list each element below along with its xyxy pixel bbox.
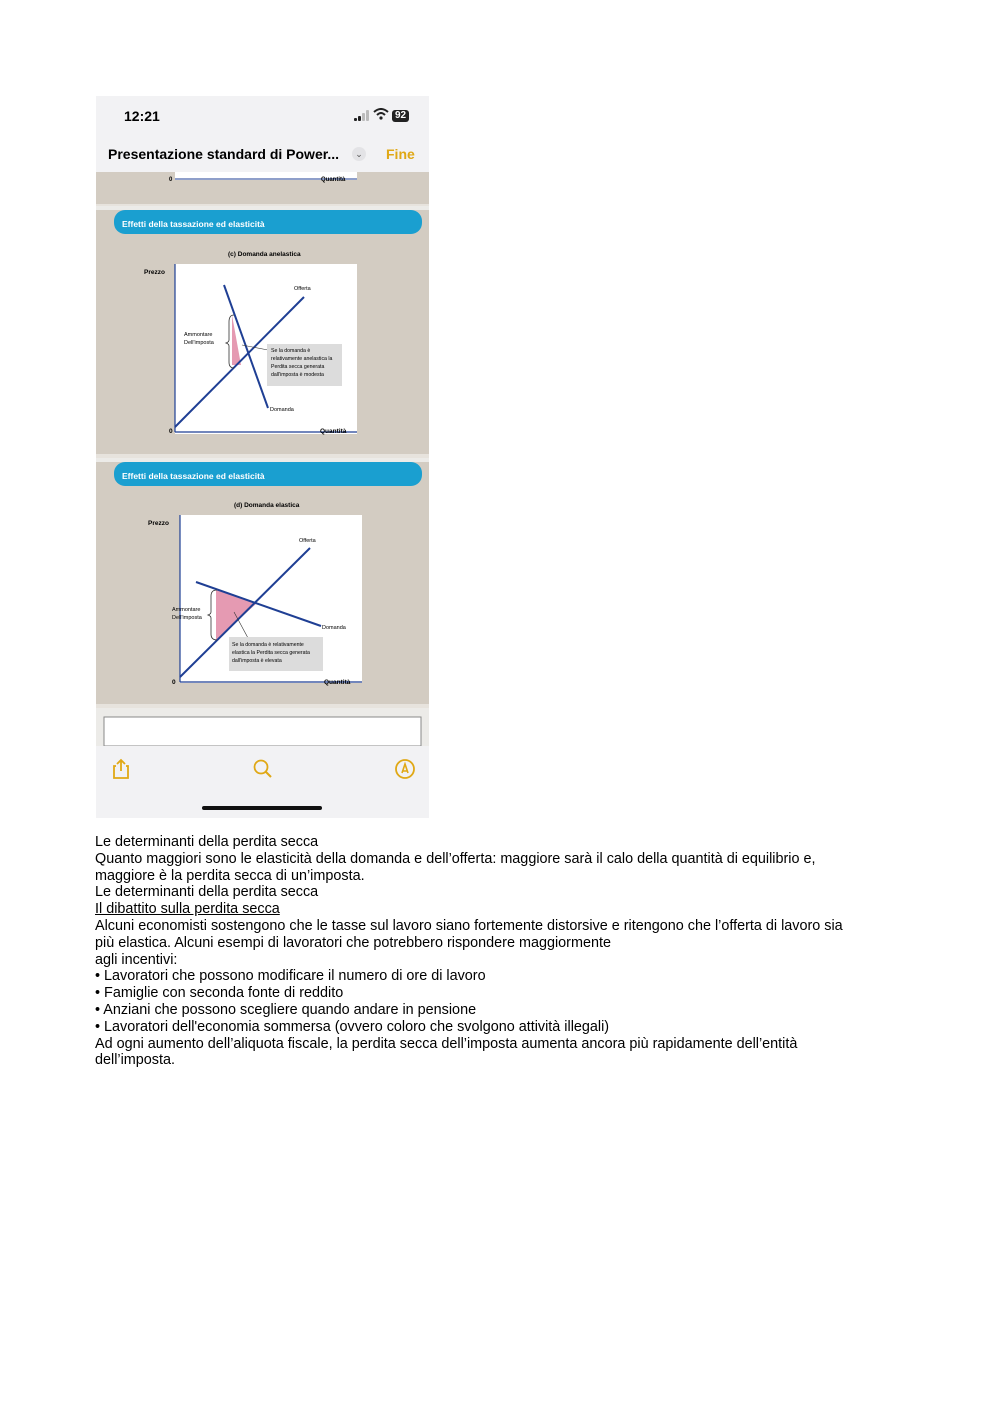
slide-c-title: (c) Domanda anelastica [228, 251, 301, 258]
slide-c-y-label: Prezzo [144, 269, 165, 276]
bullet-item: • Famiglie con seconda fonte di reddito [95, 985, 344, 1002]
slide-d-banner-text: Effetti della tassazione ed elasticità [122, 471, 265, 481]
bullet-item: • Lavoratori che possono modificare il numero di ore di lavoro [95, 968, 486, 985]
slide-c-note-1: Se la domanda è [271, 348, 311, 354]
slide-c-note-4: dall'imposta è modesta [271, 372, 324, 378]
slide-d-title: (d) Domanda elastica [234, 502, 300, 509]
slide-c-note-2: relativamente anelastica la [271, 356, 333, 362]
slide-c-banner-text: Effetti della tassazione ed elasticità [122, 219, 265, 229]
battery-indicator: 92 [392, 110, 409, 122]
slide-d-note-3: dall'imposta è elevata [232, 658, 282, 664]
home-indicator [202, 806, 322, 810]
origin-label: 0 [169, 177, 173, 183]
slide-d-y-label: Prezzo [148, 520, 169, 527]
x-axis-label: Quantità [321, 177, 346, 183]
search-icon[interactable] [250, 756, 276, 782]
bottom-toolbar [96, 746, 429, 818]
bullet-item: • Lavoratori dell'economia sommersa (ovvero coloro che svolgono attività illegali) [95, 1018, 610, 1035]
paragraph-line: Ad ogni aumento dell’aliquota fiscale, la perdita secca dell’imposta aumenta ancora più rapidamente dell’entità [95, 1035, 798, 1052]
status-time: 12:21 [124, 108, 160, 124]
slide-c-tax-label-2: Dell'imposta [184, 340, 214, 346]
slide-d-supply-label: Offerta [299, 538, 316, 544]
wifi-icon [373, 108, 389, 123]
paragraph-line: Alcuni economisti sostengono che le tasse sul lavoro siano fortemente distorsive e ritengono che l’offerta di lavoro sia [95, 917, 843, 934]
paragraph-line: agli incentivi: [95, 951, 178, 968]
paragraph-line: più elastica. Alcuni esempi di lavoratori che potrebbero rispondere maggiormente [95, 934, 611, 951]
heading-line: Le determinanti della perdita secca [95, 834, 319, 850]
status-bar [96, 96, 429, 136]
phone-screenshot [96, 96, 429, 818]
document-title: Presentazione standard di Power... [108, 146, 340, 162]
section-heading: Il dibattito sulla perdita secca [95, 901, 280, 918]
slide-d-note-2: elastica la Perdita secca generata [232, 650, 310, 656]
slide-c-x-label: Quantità [320, 428, 347, 435]
slides-canvas [96, 172, 429, 746]
markup-icon[interactable] [392, 756, 418, 782]
paragraph-line: dell’imposta. [95, 1052, 175, 1069]
slide-c-supply-label: Offerta [294, 286, 311, 292]
slide-d-tax-label-2: Dell'imposta [172, 615, 202, 621]
share-icon[interactable] [108, 756, 134, 782]
slide-d-tax-label-1: Ammontare [172, 607, 201, 613]
paragraph-line: maggiore è la perdita secca di un’imposta. [95, 867, 365, 884]
bullet-item: • Anziani che possono scegliere quando andare in pensione [95, 1001, 477, 1018]
done-button[interactable]: Fine [386, 146, 415, 162]
slide-viewer[interactable] [96, 172, 429, 746]
slide-d-demand-label: Domanda [322, 625, 346, 631]
chevron-down-icon[interactable]: ⌄ [352, 147, 366, 161]
slide-d-origin: 0 [172, 679, 176, 686]
slide-d-x-label: Quantità [324, 679, 351, 686]
paragraph-line: Quanto maggiori sono le elasticità della domanda e dell’offerta: maggiore sarà il calo della quantità di equilibrio e, [95, 850, 816, 867]
heading-line: Le determinanti della perdita secca [95, 884, 319, 901]
document-body [95, 834, 895, 1069]
document-navbar [96, 136, 429, 172]
slide-c-tax-label-1: Ammontare [184, 332, 213, 338]
slide-c-note-3: Perdita secca generata [271, 364, 325, 370]
signal-icon [354, 109, 370, 121]
slide-c-origin: 0 [169, 428, 173, 435]
slide-c-demand-label: Domanda [270, 407, 294, 413]
slide-d-note-1: Se la domanda è relativamente [232, 642, 304, 648]
